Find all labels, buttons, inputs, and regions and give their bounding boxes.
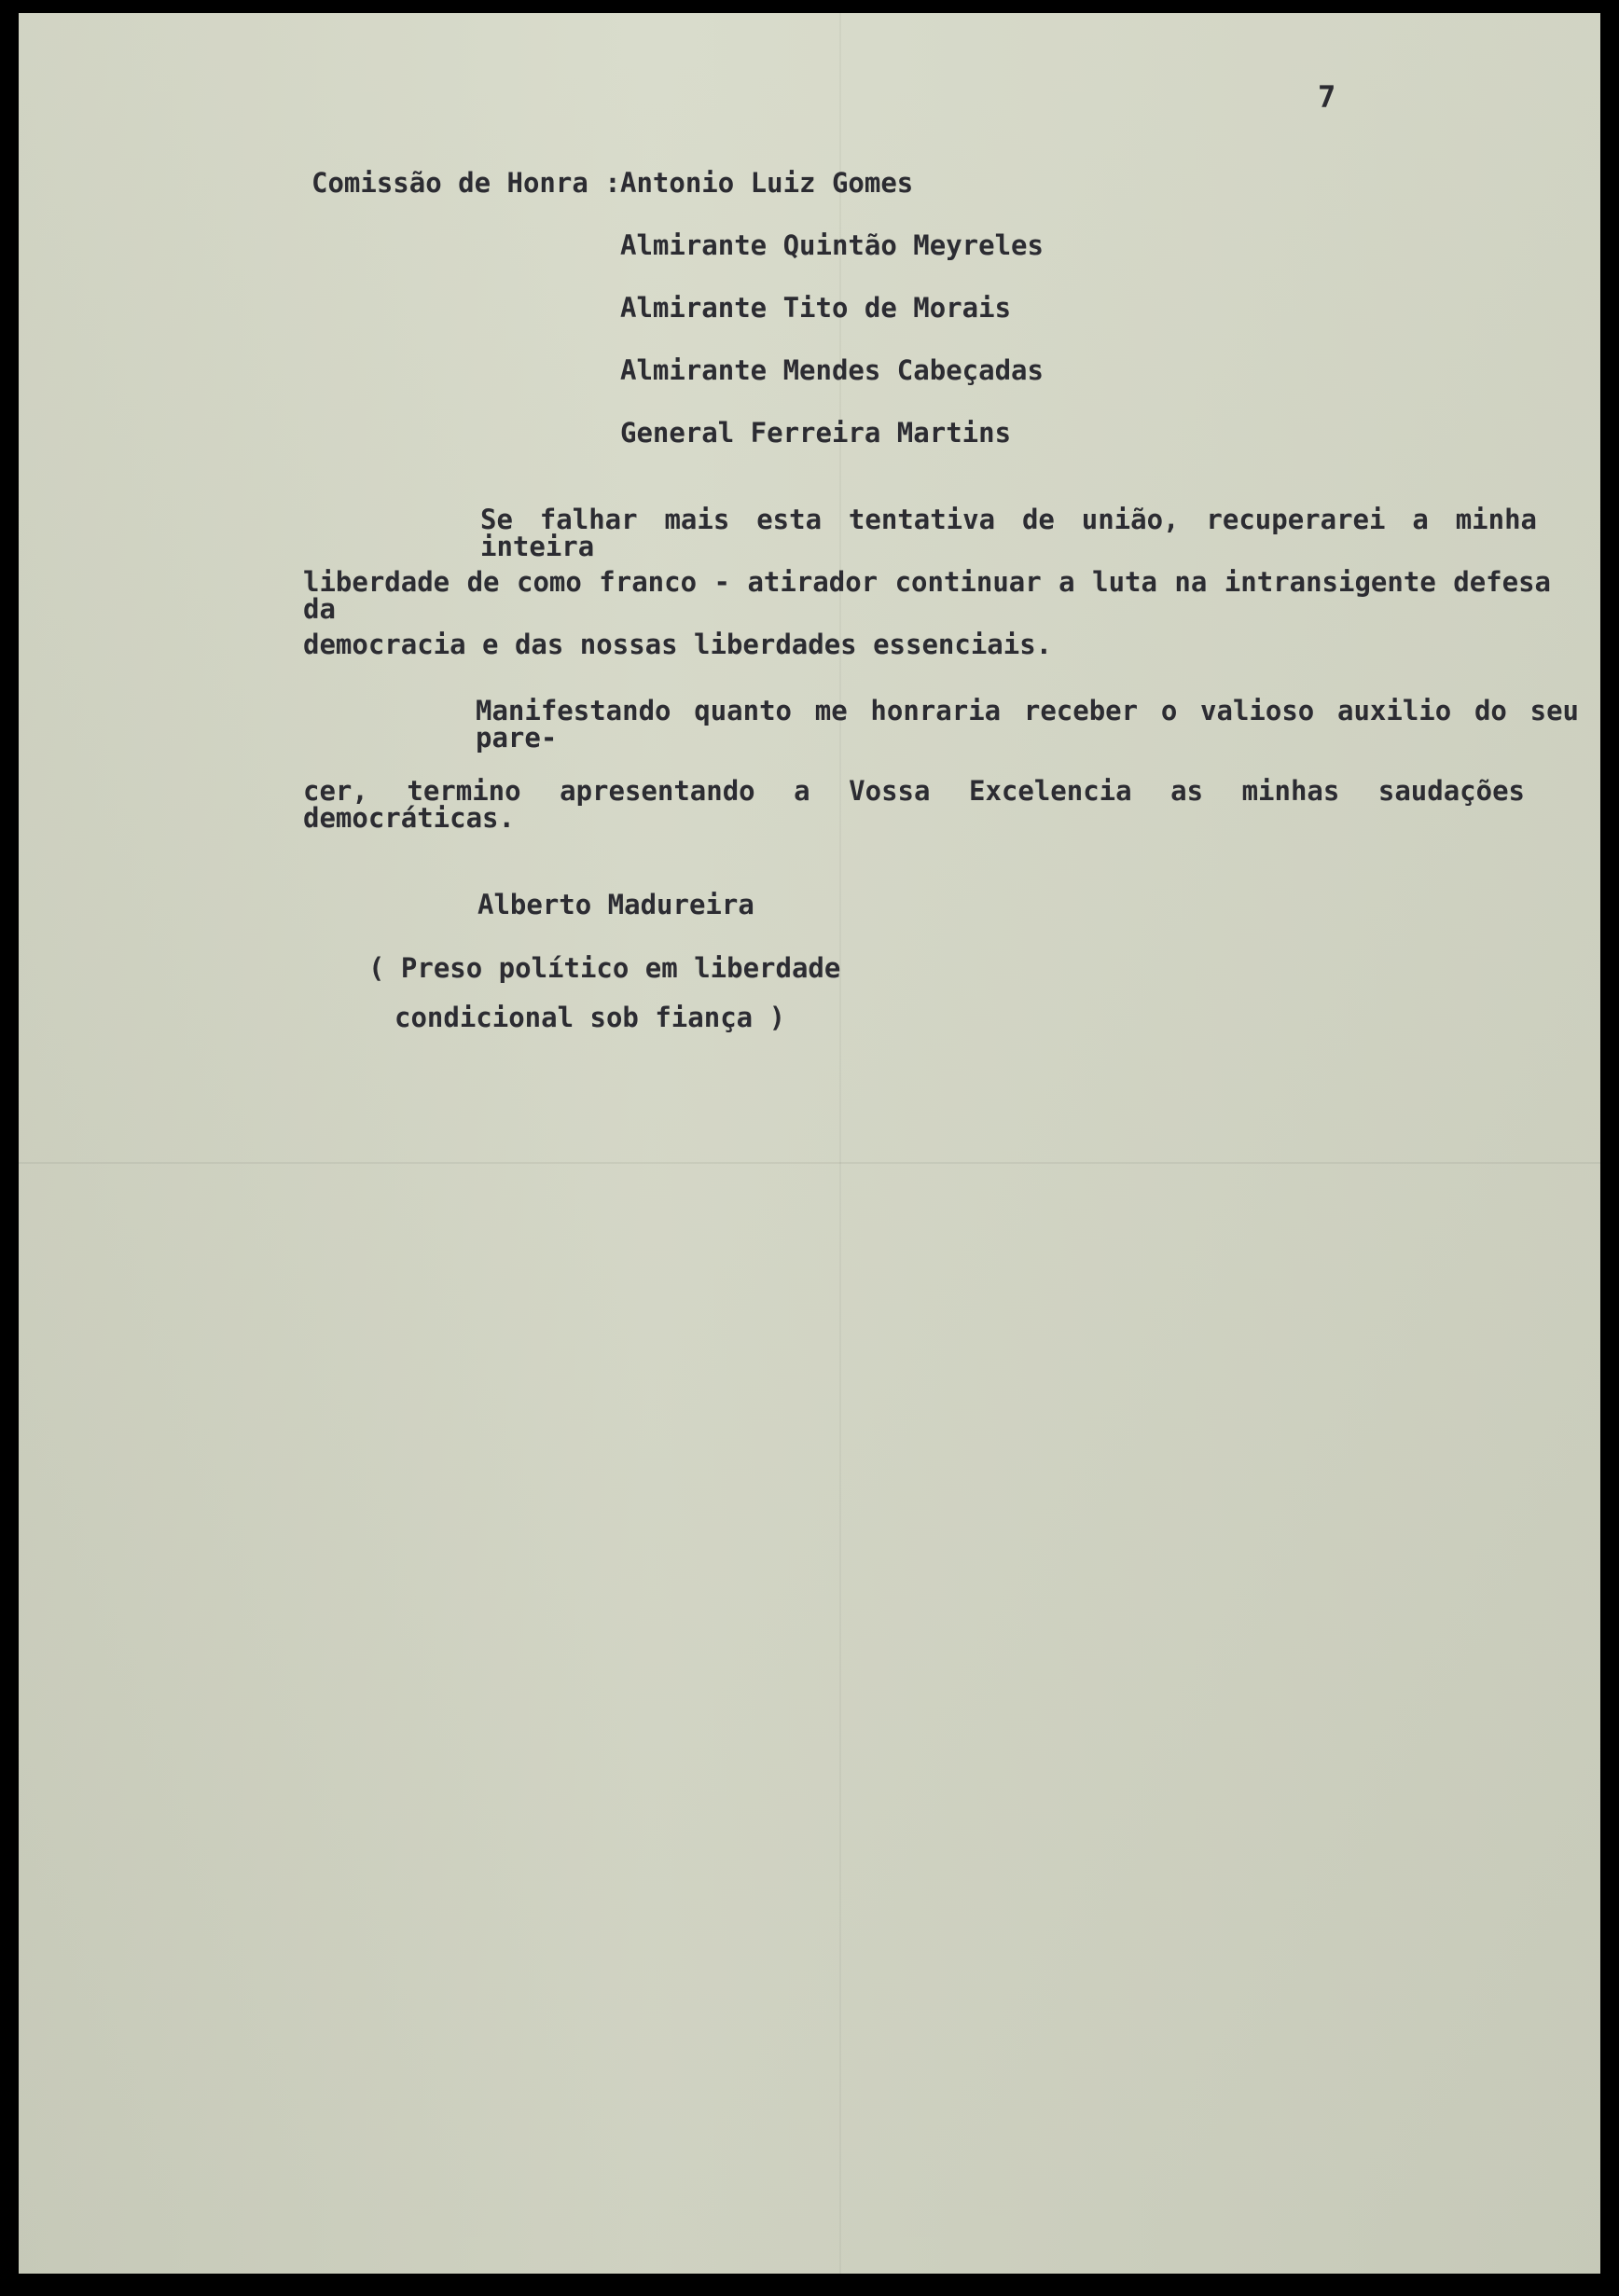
- committee-member: Antonio Luiz Gomes: [620, 167, 914, 199]
- committee-member: Almirante Tito de Morais: [620, 292, 1012, 324]
- document-page: [19, 13, 1600, 2274]
- signature-name: Alberto Madureira: [477, 889, 754, 920]
- paragraph2-line: cer, termino apresentando a Vossa Excelencia as minhas saudações democráticas.: [303, 775, 1525, 834]
- paragraph1-line: liberdade de como franco - atirador continuar a luta na intransigente defesa da: [303, 566, 1551, 625]
- page-number: 7: [1318, 79, 1336, 115]
- signature-note: condicional sob fiança ): [394, 1002, 786, 1033]
- paragraph1-line: Se falhar mais esta tentativa de união, recuperarei a minha inteira: [480, 504, 1537, 562]
- paper-fold-vertical: [839, 13, 841, 2274]
- paper-fold-horizontal: [19, 1162, 1600, 1164]
- paragraph1-line: democracia e das nossas liberdades essenciais.: [303, 629, 1053, 660]
- committee-member: Almirante Mendes Cabeçadas: [620, 354, 1044, 386]
- signature-note: ( Preso político em liberdade: [368, 952, 841, 984]
- honor-committee-label: Comissão de Honra :: [311, 167, 621, 199]
- paragraph2-line: Manifestando quanto me honraria receber o valioso auxilio do seu pare-: [476, 695, 1579, 754]
- committee-member: General Ferreira Martins: [620, 417, 1012, 449]
- committee-member: Almirante Quintão Meyreles: [620, 229, 1044, 261]
